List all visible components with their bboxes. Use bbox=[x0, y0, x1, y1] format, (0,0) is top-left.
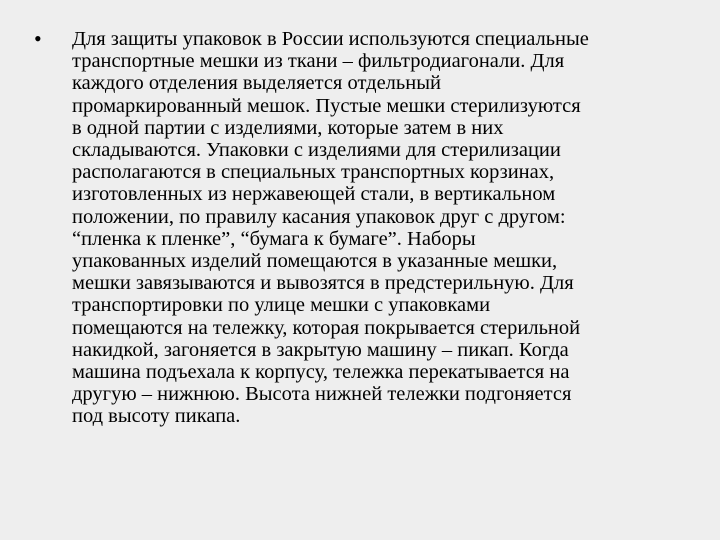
slide-content bbox=[32, 28, 692, 428]
bullet-marker: • bbox=[34, 26, 42, 51]
bullet-item bbox=[32, 28, 692, 428]
bullet-text: Для защиты упаковок в России используются специальные транспортные мешки из ткани – фильтродиагонали. Для каждого отделения выделяется отдельный промаркированный мешок. Пустые мешки стерилизуются в одной партии с изделиями, которые затем в них складываются. Упаковки с изделиями для стерилизации располагаются в специальных транспортных корзинах, изготовленных из нержавеющей стали, в вертикальном положении, по правилу касания упаковок друг с другом: “пленка к пленке”, “бумага к бумаге”. Наборы упакованных изделий помещаются в указанные мешки, мешки завязываются и вывозятся в предстерильную. Для транспортировки по улице мешки с упаковками помещаются на тележку, которая покрывается стерильной накидкой, загоняется в закрытую машину – пикап. Когда машина подъехала к корпусу, тележка перекатывается на другую – нижнюю. Высота нижней тележки подгоняется под высоту пикапа. bbox=[72, 28, 589, 428]
